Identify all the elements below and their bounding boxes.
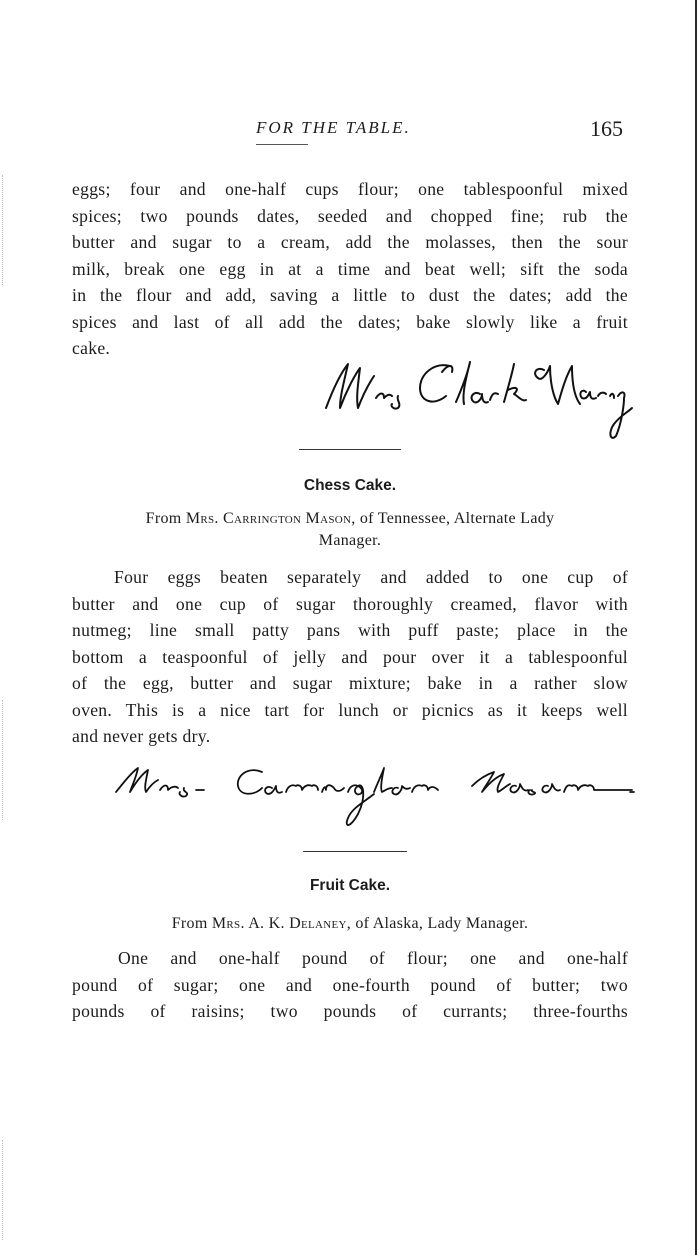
text-line: One and one-half pound of flour; one and one-half [118,948,628,968]
text-line: milk, break one egg in at a time and beat well; sift the soda [72,258,628,279]
attribution-fruit-cake [72,913,628,935]
text-line: eggs; four and one-half cups flour; one tablespoonful mixed [72,179,628,199]
text-line: spices and last of all add the dates; bake slowly like a fruit [72,311,628,332]
text-line: and never gets dry. [72,726,211,746]
text-line: bottom a teaspoonful of jelly and pour over it a tablespoonful [72,646,628,667]
section-title-chess-cake: Chess Cake. [303,477,397,494]
text-line: pound of sugar; one and one-fourth pound of butter; two [72,974,628,995]
scan-speckle [2,1140,11,1240]
text-line: nutmeg; line small patty pans with puff paste; place in the [72,620,628,640]
section-divider [303,851,407,852]
text-line: of the egg, butter and sugar mixture; bake in a rather slow [72,673,628,693]
scan-speckle [2,175,11,285]
attribution-from: From [171,915,208,932]
signature-mrs-carrington-mason [112,762,642,834]
running-head: FOR THE TABLE. [256,118,411,137]
fruit-cake-recipe [72,945,628,1025]
section-divider [299,449,401,450]
signature-mrs-clark-waring [318,352,638,444]
text-line: butter and sugar to a cream, add the molasses, then the sour [72,232,628,252]
attribution-rest: of Alaska, Lady Manager. [355,915,529,932]
running-head-underline [256,144,308,145]
text-line: spices; two pounds dates, seeded and chopped fine; rub the [72,205,628,226]
attribution-name: Mrs. Carrington Mason, [185,510,356,527]
attribution-name: Mrs. A. K. Delaney, [211,915,352,932]
intro-paragraph [72,176,628,362]
attribution-chess-cake [72,508,628,552]
chess-cake-recipe [72,564,628,750]
page-edge-line [695,0,697,1255]
attribution-rest: Manager. [318,532,382,549]
attribution-from: From [145,510,182,527]
attribution-rest: of Tennessee, Alternate Lady [359,510,555,527]
text-line: butter and one cup of sugar thoroughly creamed, flavor with [72,593,628,614]
text-line: cake. [72,338,111,358]
text-line: in the flour and add, saving a little to dust the dates; add the [72,285,628,305]
scan-speckle [2,700,11,820]
text-line: pounds of raisins; two pounds of currants; three-fourths [72,1001,628,1021]
text-line: Four eggs beaten separately and added to one cup of [114,567,628,587]
text-line: oven. This is a nice tart for lunch or picnics as it keeps well [72,699,628,720]
page-number: 165 [590,116,623,141]
section-title-fruit-cake: Fruit Cake. [309,877,391,894]
